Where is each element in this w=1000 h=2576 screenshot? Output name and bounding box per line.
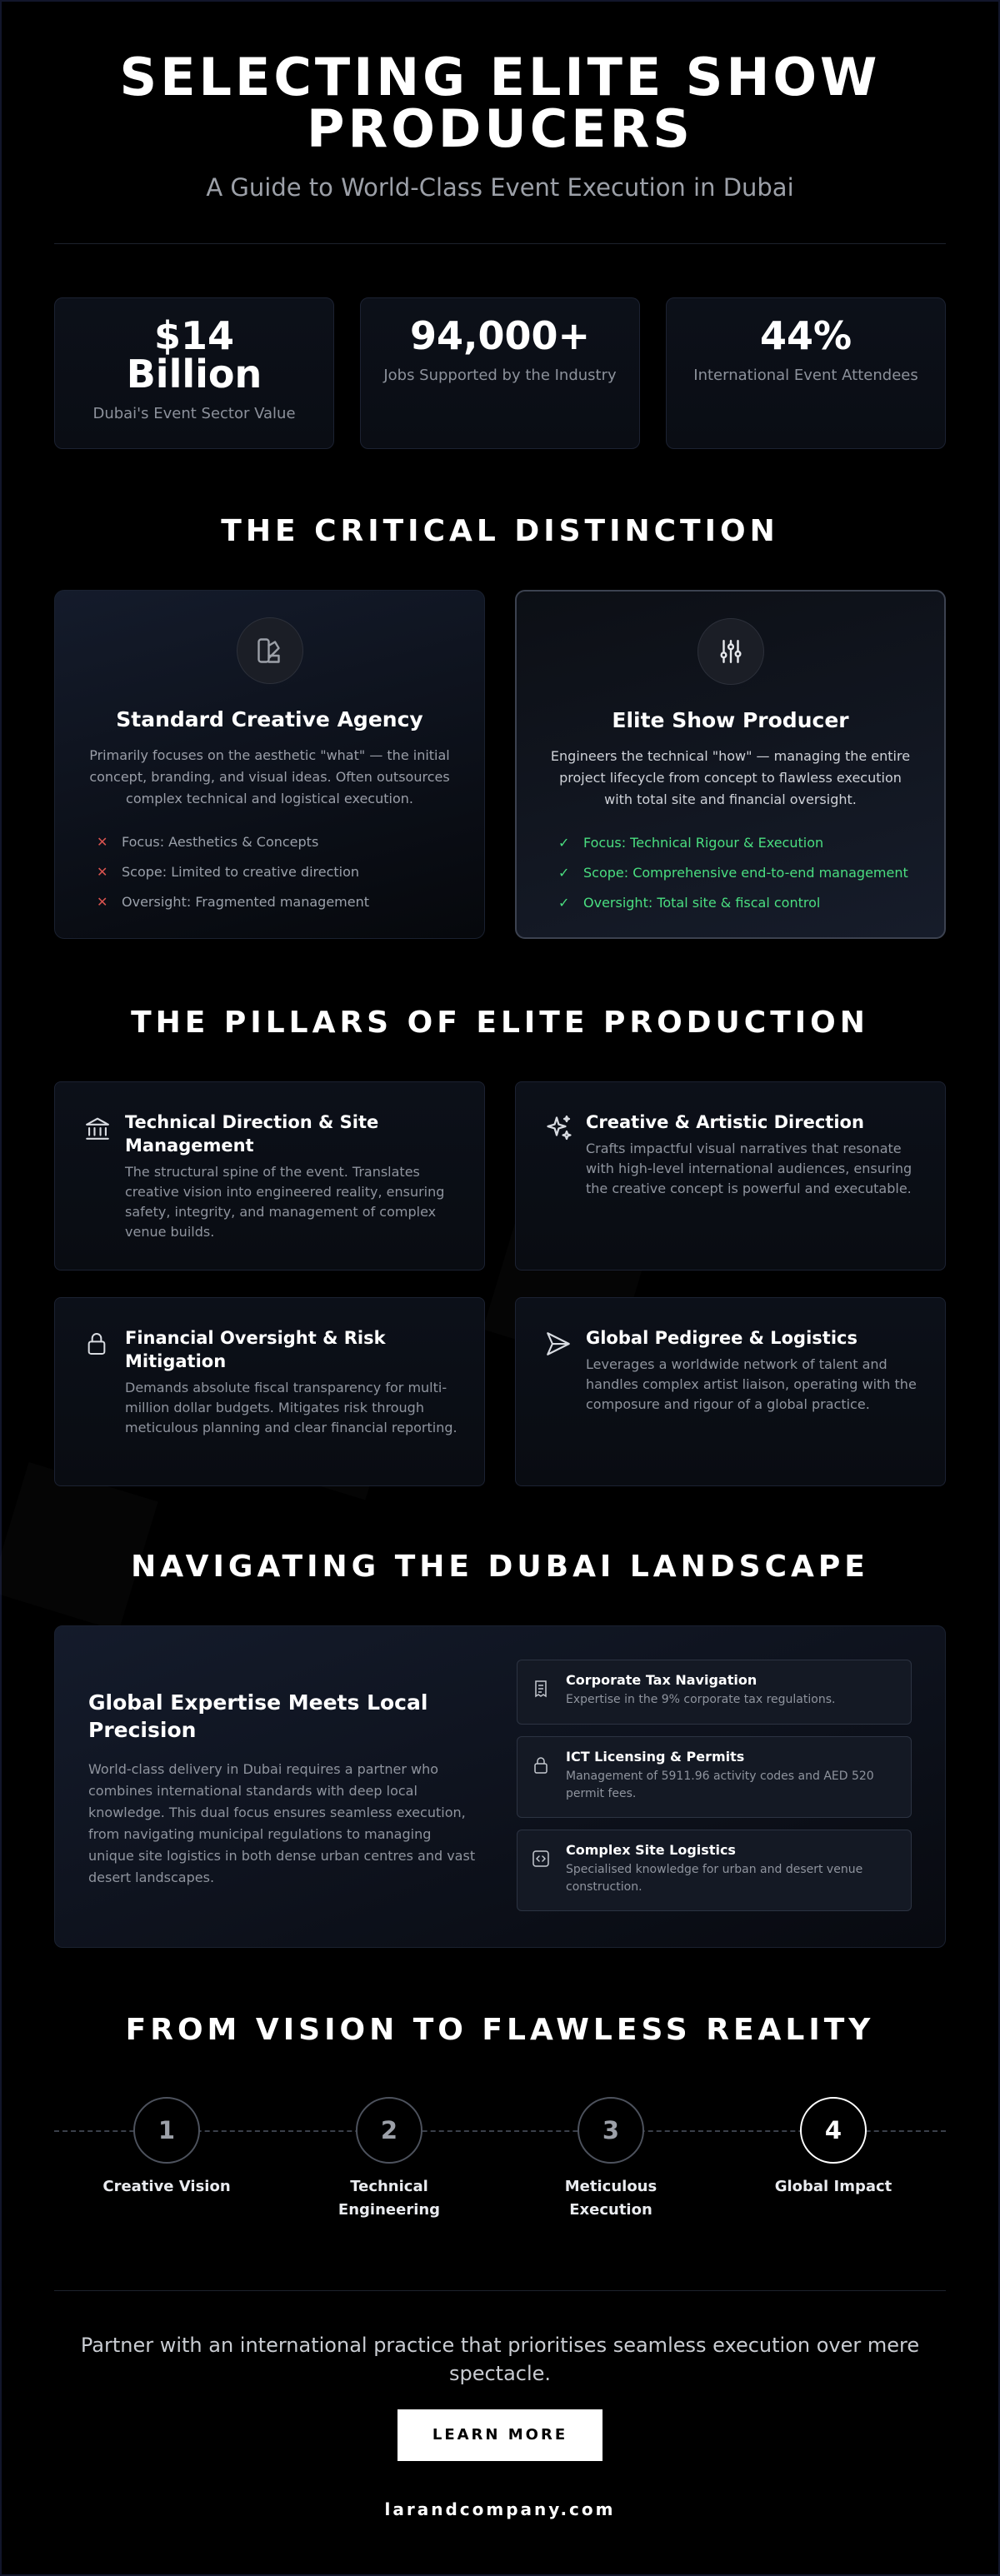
- pillar-card: [515, 1297, 946, 1486]
- x-icon: ✕: [97, 863, 108, 880]
- sparkles-icon: [544, 1111, 586, 1270]
- swatch-icon: [237, 617, 303, 684]
- elite-points: [550, 827, 911, 917]
- landscape-item-name: Corporate Tax Navigation: [566, 1672, 758, 1688]
- agency-name: Standard Creative Agency: [116, 707, 423, 731]
- stat-value: 44%: [759, 313, 852, 358]
- receipt-icon: [531, 1672, 566, 1712]
- step-label: Meticulous Execution: [564, 2178, 658, 2219]
- step-number: 4: [800, 2097, 867, 2164]
- pillar-body: [125, 1111, 461, 1270]
- pillar-name: Technical Direction & Site Management: [125, 1112, 379, 1156]
- landscape-item: [517, 1830, 912, 1911]
- landscape-item-name: Complex Site Logistics: [566, 1842, 736, 1858]
- x-icon: ✕: [97, 833, 108, 850]
- point-label: Focus: Aesthetics & Concepts: [122, 833, 319, 850]
- site-link[interactable]: larandcompany.com: [384, 2499, 616, 2519]
- pillars-grid: [54, 1081, 946, 1486]
- x-icon: ✕: [97, 893, 108, 910]
- check-icon: ✓: [558, 864, 570, 881]
- stats-row: [54, 297, 946, 449]
- learn-more-button[interactable]: LEARN MORE: [398, 2409, 602, 2461]
- cta-section: [54, 2290, 946, 2519]
- landscape-item-desc: Management of 5911.96 activity codes and AED 520 permit fees.: [566, 1770, 874, 1800]
- agency-description: Primarily focuses on the aesthetic "what" — the initial concept, branding, and visual ideas. Often outsources complex technical and logistical execution.: [89, 747, 450, 806]
- page: [54, 2, 946, 2519]
- landscape-item-desc: Specialised knowledge for urban and desert venue construction.: [566, 1863, 863, 1894]
- step-label: Creative Vision: [102, 2178, 231, 2195]
- page-subtitle: A Guide to World-Class Event Execution in Dubai: [206, 173, 794, 202]
- point-label: Scope: Limited to creative direction: [122, 863, 360, 880]
- check-icon: ✓: [558, 894, 570, 911]
- pillar-body: [586, 1111, 922, 1270]
- landscape-item-desc: Expertise in the 9% corporate tax regulations.: [566, 1693, 836, 1706]
- send-icon: [544, 1326, 586, 1485]
- elite-description: Engineers the technical "how" — managing the entire project lifecycle from concept to flawless execution with total site and financial oversight.: [550, 748, 911, 807]
- list-item: [558, 887, 911, 917]
- distinction-title: THE CRITICAL DISTINCTION: [221, 514, 779, 548]
- elite-name: Elite Show Producer: [612, 708, 849, 732]
- lock-icon: [83, 1326, 125, 1485]
- point-label: Scope: Comprehensive end-to-end management: [583, 864, 908, 881]
- landscape-item-name: ICT Licensing & Permits: [566, 1749, 745, 1765]
- landscape-item-body: [566, 1672, 835, 1712]
- process-title: FROM VISION TO FLAWLESS REALITY: [125, 2013, 875, 2047]
- landscape-title: NAVIGATING THE DUBAI LANDSCAPE: [131, 1550, 869, 1584]
- pillar-card: [54, 1297, 485, 1486]
- stat-card: [666, 297, 946, 449]
- landscape-intro: [88, 1660, 480, 1914]
- agency-card: [54, 590, 485, 939]
- pillar-body: [125, 1326, 461, 1485]
- process-steps: [54, 2097, 946, 2230]
- landscape-item-body: [566, 1842, 898, 1899]
- stat-label: Jobs Supported by the Industry: [383, 367, 617, 384]
- step-number: 3: [578, 2097, 644, 2164]
- sliders-icon: [698, 618, 764, 685]
- pillar-card: [515, 1081, 946, 1271]
- stat-card: [54, 297, 334, 449]
- cta-text: Partner with an international practice that prioritises seamless execution over mere spectacle.: [80, 2334, 920, 2385]
- lock-icon: [531, 1749, 566, 1805]
- pillar-description: Leverages a worldwide network of talent and handles complex artist liaison, operating with the composure and rigour of a global practice.: [586, 1356, 917, 1412]
- pillar-description: Crafts impactful visual narratives that resonate with high-level international audiences, ensuring the creative concept is powerful and executable.: [586, 1141, 912, 1196]
- pillar-body: [586, 1326, 922, 1485]
- stat-card: [360, 297, 640, 449]
- step-number: 1: [133, 2097, 200, 2164]
- page-header: [54, 2, 946, 244]
- stat-value: $14 Billion: [126, 313, 262, 397]
- agency-points: [88, 826, 451, 916]
- process-step: [767, 2097, 900, 2199]
- point-label: Focus: Technical Rigour & Execution: [583, 834, 824, 851]
- step-number: 2: [356, 2097, 422, 2164]
- distinction-section: [54, 590, 946, 939]
- list-item: [97, 856, 451, 886]
- process-step: [544, 2097, 678, 2222]
- stat-label: Dubai's Event Sector Value: [92, 405, 296, 422]
- process-step: [100, 2097, 233, 2199]
- landscape-item-body: [566, 1749, 898, 1805]
- landmark-icon: [83, 1111, 125, 1270]
- stat-value: 94,000+: [409, 313, 591, 358]
- pillar-card: [54, 1081, 485, 1271]
- list-item: [558, 827, 911, 857]
- landscape-item: [517, 1736, 912, 1818]
- code-box-icon: [531, 1842, 566, 1899]
- landscape-text: World-class delivery in Dubai requires a partner who combines international standards with deep local knowledge. This dual focus ensures seamless execution, from navigating municipal regulations to managing unique site logistics in both dense urban centres and vast desert landscapes.: [88, 1761, 476, 1885]
- process-step: [322, 2097, 456, 2222]
- landscape-item: [517, 1660, 912, 1725]
- point-label: Oversight: Fragmented management: [122, 893, 369, 910]
- check-icon: ✓: [558, 834, 570, 851]
- list-item: [97, 826, 451, 856]
- elite-card: [515, 590, 946, 939]
- landscape-heading: Global Expertise Meets Local Precision: [88, 1690, 428, 1742]
- point-label: Oversight: Total site & fiscal control: [583, 894, 821, 911]
- pillar-name: Global Pedigree & Logistics: [586, 1328, 858, 1348]
- list-item: [97, 886, 451, 916]
- pillar-description: The structural spine of the event. Translates creative vision into engineered reality, ensuring safety, integrity, and management of complex venue builds.: [125, 1164, 445, 1240]
- page-title: SELECTING ELITE SHOW PRODUCERS: [119, 47, 881, 159]
- list-item: [558, 857, 911, 887]
- stat-label: International Event Attendees: [693, 367, 918, 384]
- step-label: Global Impact: [774, 2178, 892, 2195]
- step-label: Technical Engineering: [338, 2178, 441, 2219]
- pillars-title: THE PILLARS OF ELITE PRODUCTION: [131, 1006, 869, 1040]
- pillar-description: Demands absolute fiscal transparency for multi-million dollar budgets. Mitigates risk through meticulous planning and clear financial reporting.: [125, 1380, 458, 1435]
- pillar-name: Creative & Artistic Direction: [586, 1112, 864, 1132]
- landscape-items: [517, 1660, 912, 1914]
- landscape-panel: [54, 1625, 946, 1948]
- pillar-name: Financial Oversight & Risk Mitigation: [125, 1328, 386, 1371]
